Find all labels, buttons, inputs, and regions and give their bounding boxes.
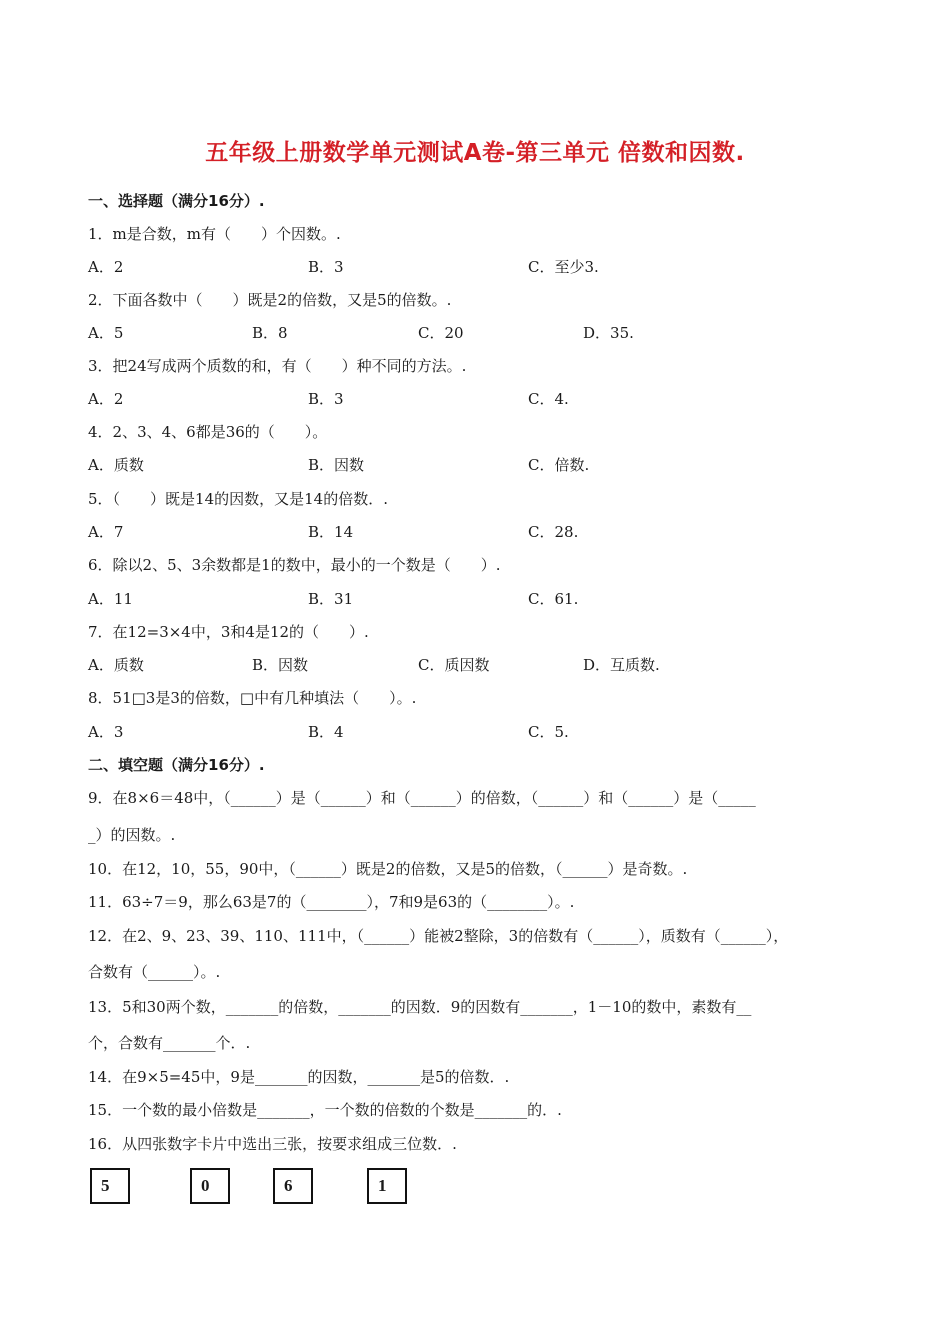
question-16: 16．从四张数字卡片中选出三张，按要求组成三位数．. xyxy=(88,1135,457,1153)
q3-option-c: C．4. xyxy=(528,390,569,408)
q6-option-a: A．11 xyxy=(88,590,133,608)
question-11: 11．63÷7＝9，那么63是7的（________），7和9是63的（________）。. xyxy=(88,893,575,911)
q7-option-c: C．质因数 xyxy=(418,656,490,674)
q2-option-b: B．8 xyxy=(252,324,288,342)
question-6: 6．除以2、5、3余数都是1的数中，最小的一个数是（ ）. xyxy=(88,556,501,574)
q3-option-a: A．2 xyxy=(88,390,124,408)
q5-option-a: A．7 xyxy=(88,523,124,541)
page-title: 五年级上册数学单元测试A卷-第三单元 倍数和因数. xyxy=(205,140,745,166)
q4-option-a: A．质数 xyxy=(88,456,144,474)
question-4: 4．2、3、4、6都是36的（ ）。 xyxy=(88,423,328,441)
q3-option-b: B．3 xyxy=(308,390,344,408)
q5-option-c: C．28. xyxy=(528,523,579,541)
question-9-line-1: 9．在8×6＝48中，（______）是（______）和（______）的倍数，（______）和（______）是（_____ xyxy=(88,789,756,807)
q4-option-b: B．因数 xyxy=(308,456,365,474)
q6-option-b: B．31 xyxy=(308,590,354,608)
q7-option-d: D．互质数. xyxy=(583,656,660,674)
digit-card-0: 0 xyxy=(190,1168,230,1204)
q2-option-c: C．20 xyxy=(418,324,464,342)
question-9-line-2: _）的因数。. xyxy=(88,826,176,844)
q6-option-c: C．61. xyxy=(528,590,579,608)
q8-option-a: A．3 xyxy=(88,723,124,741)
section-choice-heading: 一、选择题（满分16分）. xyxy=(88,192,265,210)
section-fill-heading: 二、填空题（满分16分）. xyxy=(88,756,265,774)
q7-option-b: B．因数 xyxy=(252,656,309,674)
q1-option-a: A．2 xyxy=(88,258,124,276)
question-13-line-1: 13．5和30两个数，_______的倍数，_______的因数．9的因数有_______，1－10的数中，素数有__ xyxy=(88,998,752,1016)
question-15: 15．一个数的最小倍数是_______，一个数的倍数的个数是_______的．. xyxy=(88,1101,562,1119)
q7-option-a: A．质数 xyxy=(88,656,144,674)
question-2: 2．下面各数中（ ）既是2的倍数，又是5的倍数。. xyxy=(88,291,452,309)
question-10: 10．在12，10，55，90中，（______）既是2的倍数，又是5的倍数，（______）是奇数。. xyxy=(88,860,688,878)
q4-option-c: C．倍数. xyxy=(528,456,590,474)
question-14: 14．在9×5=45中，9是_______的因数，_______是5的倍数．. xyxy=(88,1068,510,1086)
q8-option-c: C．5. xyxy=(528,723,569,741)
q5-option-b: B．14 xyxy=(308,523,354,541)
question-1: 1．m是合数，m有（ ）个因数。. xyxy=(88,225,341,243)
question-13-line-2: 个，合数有_______个．. xyxy=(88,1034,251,1052)
q1-option-b: B．3 xyxy=(308,258,344,276)
digit-card-1: 1 xyxy=(367,1168,407,1204)
question-7: 7．在12=3×4中，3和4是12的（ ）. xyxy=(88,623,369,641)
q1-option-c: C．至少3. xyxy=(528,258,599,276)
question-8: 8．51□3是3的倍数，□中有几种填法（ ）。. xyxy=(88,689,417,707)
question-5: 5．（ ）既是14的因数，又是14的倍数．. xyxy=(88,490,388,508)
q2-option-d: D．35. xyxy=(583,324,634,342)
question-12-line-1: 12．在2、9、23、39、110、111中，（______）能被2整除，3的倍数有（______），质数有（______）， xyxy=(88,927,789,945)
q2-option-a: A．5 xyxy=(88,324,124,342)
digit-card-6: 6 xyxy=(273,1168,313,1204)
q8-option-b: B．4 xyxy=(308,723,344,741)
question-3: 3．把24写成两个质数的和，有（ ）种不同的方法。. xyxy=(88,357,467,375)
question-12-line-2: 合数有（______）。. xyxy=(88,963,221,981)
digit-card-5: 5 xyxy=(90,1168,130,1204)
